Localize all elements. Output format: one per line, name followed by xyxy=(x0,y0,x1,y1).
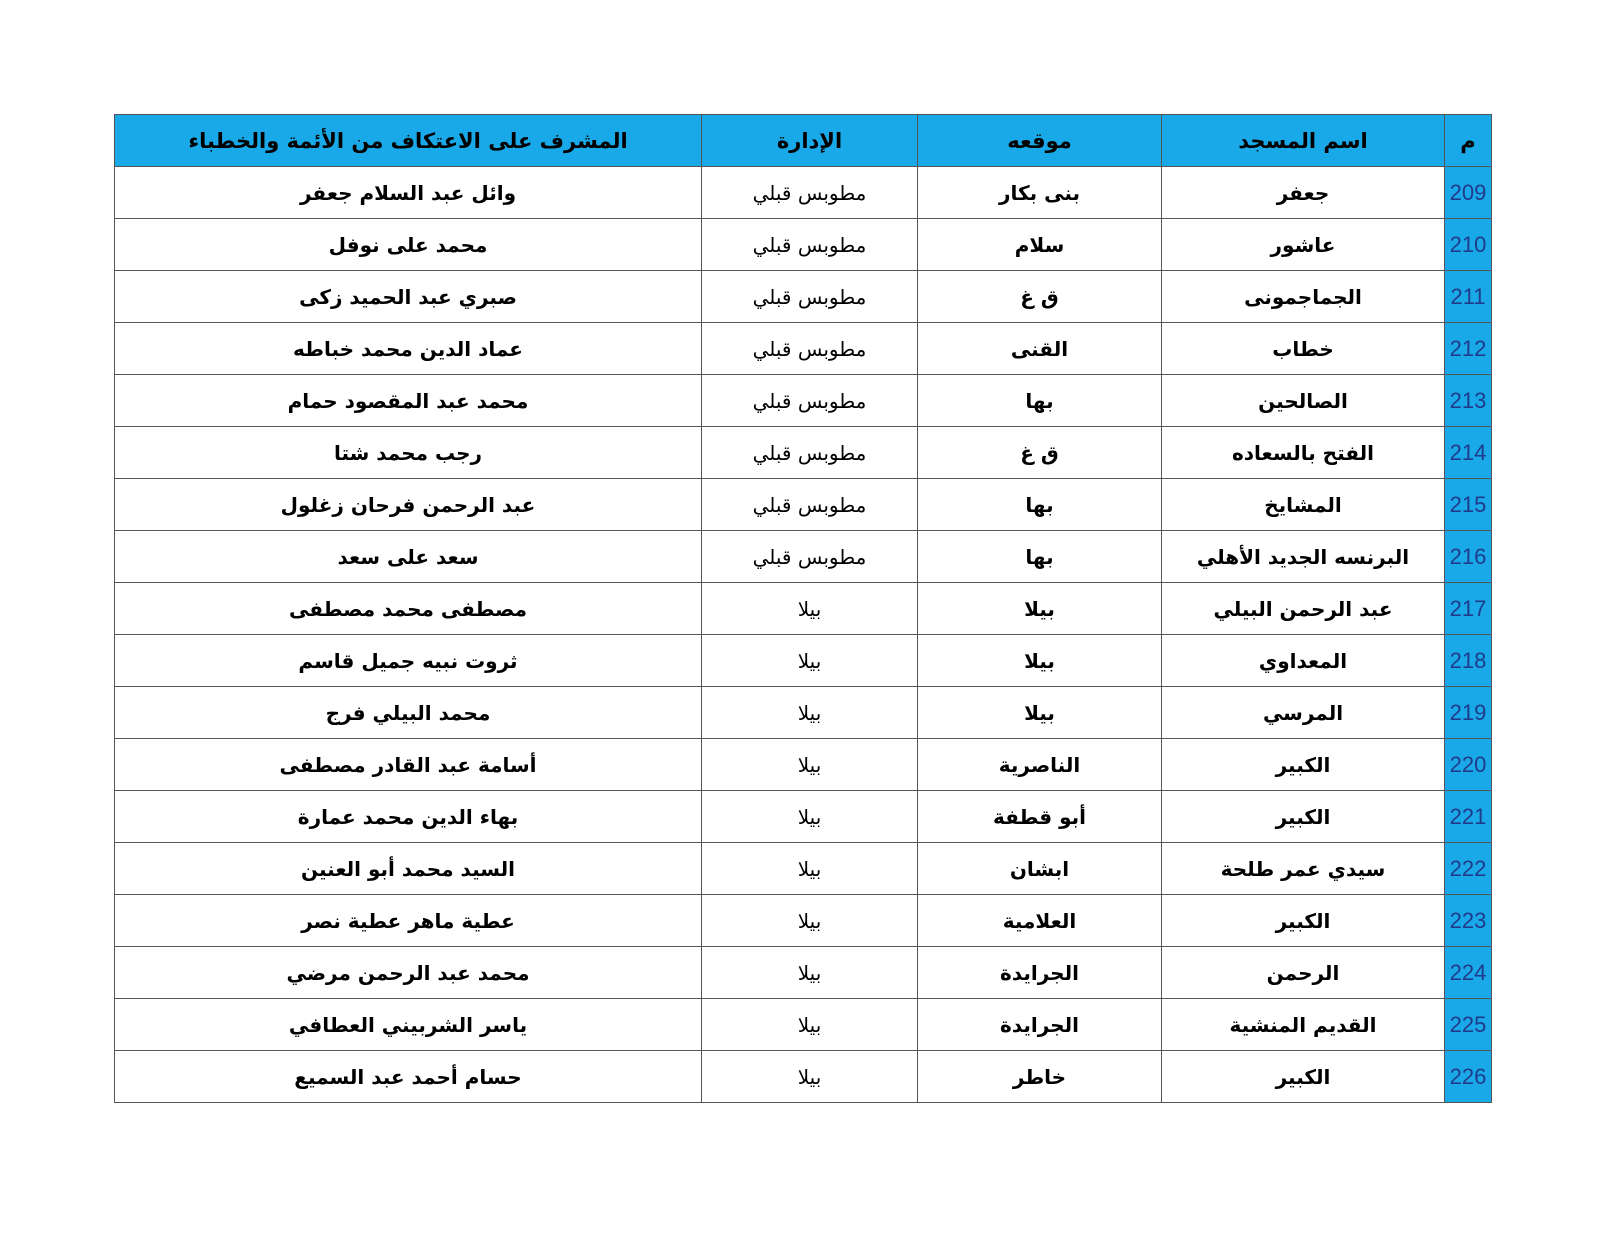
mosque-name-cell: الفتح بالسعاده xyxy=(1162,427,1445,479)
mosque-supervisors-table xyxy=(114,114,1492,1103)
table-row xyxy=(115,999,1492,1051)
mosque-name-cell: سيدي عمر طلحة xyxy=(1162,843,1445,895)
location-cell: العلامية xyxy=(918,895,1162,947)
administration-cell: بيلا xyxy=(702,843,918,895)
row-number: 218 xyxy=(1445,635,1492,687)
mosque-name-cell: القديم المنشية xyxy=(1162,999,1445,1051)
supervisor-cell: ياسر الشربيني العطافي xyxy=(115,999,702,1051)
table-row xyxy=(115,895,1492,947)
location-cell: ابشان xyxy=(918,843,1162,895)
supervisor-cell: مصطفى محمد مصطفى xyxy=(115,583,702,635)
row-number: 212 xyxy=(1445,323,1492,375)
supervisor-cell: محمد على نوفل xyxy=(115,219,702,271)
supervisor-cell: محمد عبد المقصود حمام xyxy=(115,375,702,427)
mosque-name-cell: خطاب xyxy=(1162,323,1445,375)
table-row xyxy=(115,687,1492,739)
row-number: 220 xyxy=(1445,739,1492,791)
mosque-name-cell: الكبير xyxy=(1162,895,1445,947)
location-cell: بها xyxy=(918,479,1162,531)
mosque-name-cell: الكبير xyxy=(1162,791,1445,843)
administration-cell: مطوبس قبلي xyxy=(702,219,918,271)
header-supervisor: المشرف على الاعتكاف من الأئمة والخطباء xyxy=(115,115,702,167)
table-row xyxy=(115,271,1492,323)
location-cell: ق غ xyxy=(918,271,1162,323)
table-row xyxy=(115,219,1492,271)
administration-cell: بيلا xyxy=(702,791,918,843)
mosque-itikaf-table-sheet xyxy=(114,114,1491,1103)
location-cell: الناصرية xyxy=(918,739,1162,791)
row-number: 217 xyxy=(1445,583,1492,635)
location-cell: سلام xyxy=(918,219,1162,271)
table-row xyxy=(115,167,1492,219)
location-cell: خاطر xyxy=(918,1051,1162,1103)
administration-cell: مطوبس قبلي xyxy=(702,271,918,323)
table-row xyxy=(115,531,1492,583)
administration-cell: مطوبس قبلي xyxy=(702,427,918,479)
mosque-name-cell: المشايخ xyxy=(1162,479,1445,531)
administration-cell: بيلا xyxy=(702,947,918,999)
administration-cell: بيلا xyxy=(702,1051,918,1103)
location-cell: بنى بكار xyxy=(918,167,1162,219)
mosque-name-cell: الكبير xyxy=(1162,739,1445,791)
administration-cell: بيلا xyxy=(702,999,918,1051)
row-number: 214 xyxy=(1445,427,1492,479)
supervisor-cell: بهاء الدين محمد عمارة xyxy=(115,791,702,843)
table-row xyxy=(115,1051,1492,1103)
location-cell: بيلا xyxy=(918,583,1162,635)
location-cell: ق غ xyxy=(918,427,1162,479)
mosque-name-cell: الكبير xyxy=(1162,1051,1445,1103)
location-cell: الجرايدة xyxy=(918,947,1162,999)
supervisor-cell: السيد محمد أبو العنين xyxy=(115,843,702,895)
row-number: 222 xyxy=(1445,843,1492,895)
table-row xyxy=(115,947,1492,999)
supervisor-cell: حسام أحمد عبد السميع xyxy=(115,1051,702,1103)
location-cell: أبو قطفة xyxy=(918,791,1162,843)
administration-cell: بيلا xyxy=(702,895,918,947)
administration-cell: بيلا xyxy=(702,739,918,791)
row-number: 209 xyxy=(1445,167,1492,219)
table-row xyxy=(115,479,1492,531)
administration-cell: مطوبس قبلي xyxy=(702,375,918,427)
header-number: م xyxy=(1445,115,1492,167)
mosque-name-cell: البرنسه الجديد الأهلي xyxy=(1162,531,1445,583)
mosque-name-cell: الصالحين xyxy=(1162,375,1445,427)
administration-cell: مطوبس قبلي xyxy=(702,531,918,583)
table-row xyxy=(115,791,1492,843)
supervisor-cell: صبري عبد الحميد زكى xyxy=(115,271,702,323)
mosque-name-cell: المعداوي xyxy=(1162,635,1445,687)
table-row xyxy=(115,375,1492,427)
header-administration: الإدارة xyxy=(702,115,918,167)
row-number: 225 xyxy=(1445,999,1492,1051)
table-row xyxy=(115,843,1492,895)
supervisor-cell: عطية ماهر عطية نصر xyxy=(115,895,702,947)
row-number: 215 xyxy=(1445,479,1492,531)
table-row xyxy=(115,583,1492,635)
administration-cell: بيلا xyxy=(702,635,918,687)
row-number: 213 xyxy=(1445,375,1492,427)
mosque-name-cell: عاشور xyxy=(1162,219,1445,271)
administration-cell: بيلا xyxy=(702,583,918,635)
table-row xyxy=(115,635,1492,687)
location-cell: بيلا xyxy=(918,687,1162,739)
row-number: 223 xyxy=(1445,895,1492,947)
table-body xyxy=(115,167,1492,1103)
row-number: 221 xyxy=(1445,791,1492,843)
mosque-name-cell: المرسي xyxy=(1162,687,1445,739)
mosque-name-cell: الجماجمونى xyxy=(1162,271,1445,323)
location-cell: بها xyxy=(918,531,1162,583)
mosque-name-cell: عبد الرحمن البيلي xyxy=(1162,583,1445,635)
location-cell: الجرايدة xyxy=(918,999,1162,1051)
table-row xyxy=(115,323,1492,375)
administration-cell: مطوبس قبلي xyxy=(702,323,918,375)
location-cell: بها xyxy=(918,375,1162,427)
row-number: 211 xyxy=(1445,271,1492,323)
table-row xyxy=(115,739,1492,791)
table-row xyxy=(115,427,1492,479)
location-cell: بيلا xyxy=(918,635,1162,687)
supervisor-cell: أسامة عبد القادر مصطفى xyxy=(115,739,702,791)
administration-cell: مطوبس قبلي xyxy=(702,479,918,531)
mosque-name-cell: جعفر xyxy=(1162,167,1445,219)
row-number: 210 xyxy=(1445,219,1492,271)
mosque-name-cell: الرحمن xyxy=(1162,947,1445,999)
row-number: 226 xyxy=(1445,1051,1492,1103)
location-cell: القنى xyxy=(918,323,1162,375)
table-header-row xyxy=(115,115,1492,167)
supervisor-cell: عماد الدين محمد خباطه xyxy=(115,323,702,375)
supervisor-cell: سعد على سعد xyxy=(115,531,702,583)
row-number: 216 xyxy=(1445,531,1492,583)
supervisor-cell: ثروت نبيه جميل قاسم xyxy=(115,635,702,687)
supervisor-cell: وائل عبد السلام جعفر xyxy=(115,167,702,219)
header-mosque-name: اسم المسجد xyxy=(1162,115,1445,167)
administration-cell: بيلا xyxy=(702,687,918,739)
supervisor-cell: رجب محمد شتا xyxy=(115,427,702,479)
supervisor-cell: عبد الرحمن فرحان زغلول xyxy=(115,479,702,531)
row-number: 219 xyxy=(1445,687,1492,739)
header-location: موقعه xyxy=(918,115,1162,167)
supervisor-cell: محمد عبد الرحمن مرضي xyxy=(115,947,702,999)
supervisor-cell: محمد البيلي فرج xyxy=(115,687,702,739)
administration-cell: مطوبس قبلي xyxy=(702,167,918,219)
row-number: 224 xyxy=(1445,947,1492,999)
